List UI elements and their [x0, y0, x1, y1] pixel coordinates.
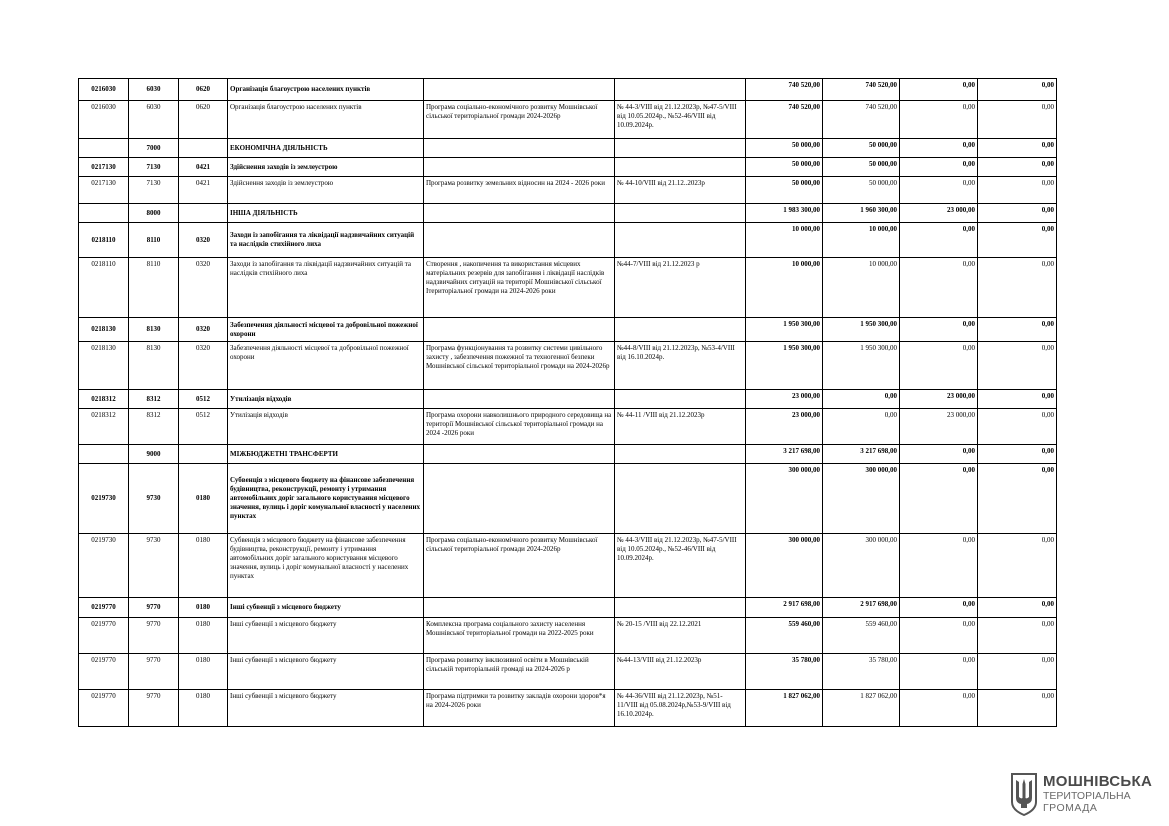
general-fund-cell: 2 917 698,00	[823, 598, 900, 618]
program-code-cell: 0218312	[79, 390, 129, 409]
program-code-cell: 0217130	[79, 177, 129, 204]
total-amount-cell: 23 000,00	[746, 409, 823, 445]
community-logo	[1009, 772, 1154, 818]
development-budget-cell: 0,00	[978, 409, 1057, 445]
special-fund-cell: 0,00	[900, 464, 978, 534]
table-row	[79, 464, 1057, 534]
table-row	[79, 690, 1057, 727]
program-code-cell	[79, 139, 129, 158]
development-budget-cell: 0,00	[978, 318, 1057, 342]
decision-cell	[615, 598, 746, 618]
activity-name-cell: Забезпечення діяльності місцевої та добровільної пожежної охорони	[228, 342, 424, 390]
logo-line-3: ГРОМАДА	[1043, 802, 1098, 814]
classification-code-cell: 0180	[179, 618, 228, 654]
development-budget-cell: 0,00	[978, 204, 1057, 223]
program-name-cell: Програма соціально-економічного розвитку Мошнівської сільської територіальної громади 2024-2026р	[424, 101, 615, 139]
program-name-cell	[424, 464, 615, 534]
program-code-cell: 0219770	[79, 690, 129, 727]
decision-cell: № 44-36/VIII від 21.12.2023р, №51-11/VIII від 05.08.2024р,№53-9/VIII від 16.10.2024р.	[615, 690, 746, 727]
special-fund-cell: 0,00	[900, 342, 978, 390]
program-code-cell	[79, 445, 129, 464]
program-code-cell: 0218110	[79, 258, 129, 318]
program-name-cell	[424, 139, 615, 158]
special-fund-cell: 0,00	[900, 598, 978, 618]
classification-code-cell: 0320	[179, 258, 228, 318]
function-code-cell: 8312	[129, 409, 179, 445]
classification-code-cell: 0320	[179, 318, 228, 342]
program-code-cell: 0217130	[79, 158, 129, 177]
classification-code-cell: 0180	[179, 534, 228, 598]
activity-name-cell: Здійснення заходів із землеустрою	[228, 158, 424, 177]
function-code-cell: 9770	[129, 618, 179, 654]
activity-name-cell: Утилізація відходів	[228, 390, 424, 409]
general-fund-cell: 3 217 698,00	[823, 445, 900, 464]
total-amount-cell: 50 000,00	[746, 177, 823, 204]
activity-name-cell: Інші субвенції з місцевого бюджету	[228, 618, 424, 654]
table-row	[79, 390, 1057, 409]
decision-cell: № 44-3/VIII від 21.12.2023р, №47-5/VIII від 10.05.2024р., №52-46/VIII від 10.09.2024р.	[615, 101, 746, 139]
program-code-cell: 0216030	[79, 101, 129, 139]
program-name-cell: Комплексна програма соціального захисту населення Мошнівської територіальної громади на 2022-2025 роки	[424, 618, 615, 654]
general-fund-cell: 50 000,00	[823, 177, 900, 204]
table-row	[79, 445, 1057, 464]
classification-code-cell: 0180	[179, 690, 228, 727]
program-code-cell	[79, 204, 129, 223]
activity-name-cell: Заходи із запобігання та ліквідації надзвичайних ситуацій та наслідків стихійного лиха	[228, 258, 424, 318]
decision-cell: № 20-15 /VIII від 22.12.2021	[615, 618, 746, 654]
function-code-cell: 7130	[129, 177, 179, 204]
total-amount-cell: 1 950 300,00	[746, 342, 823, 390]
special-fund-cell: 0,00	[900, 534, 978, 598]
decision-cell	[615, 390, 746, 409]
table-body	[79, 79, 1057, 727]
activity-name-cell: Заходи із запобігання та ліквідації надзвичайних ситуацій та наслідків стихійного лиха	[228, 223, 424, 258]
activity-name-cell: Субвенція з місцевого бюджету на фінансове забезпечення будівництва, реконструкції, ремонту і утримання автомобільних доріг загального користування місцевого значення, вулиць і доріг комунальної власності у населених пунктах	[228, 464, 424, 534]
function-code-cell: 9730	[129, 534, 179, 598]
general-fund-cell: 10 000,00	[823, 223, 900, 258]
decision-cell	[615, 223, 746, 258]
decision-cell: № 44-10/VIII від 21.12..2023р	[615, 177, 746, 204]
classification-code-cell: 0620	[179, 79, 228, 101]
classification-code-cell: 0620	[179, 101, 228, 139]
program-name-cell	[424, 445, 615, 464]
special-fund-cell: 0,00	[900, 158, 978, 177]
activity-name-cell: Інші субвенції з місцевого бюджету	[228, 690, 424, 727]
classification-code-cell: 0320	[179, 342, 228, 390]
activity-name-cell: МІЖБЮДЖЕТНІ ТРАНСФЕРТИ	[228, 445, 424, 464]
development-budget-cell: 0,00	[978, 258, 1057, 318]
table-row	[79, 177, 1057, 204]
total-amount-cell: 35 780,00	[746, 654, 823, 690]
logo-line-2: ТЕРИТОРІАЛЬНА	[1043, 790, 1131, 802]
function-code-cell: 8130	[129, 318, 179, 342]
development-budget-cell: 0,00	[978, 390, 1057, 409]
classification-code-cell	[179, 204, 228, 223]
development-budget-cell: 0,00	[978, 177, 1057, 204]
program-code-cell: 0218130	[79, 318, 129, 342]
classification-code-cell: 0320	[179, 223, 228, 258]
general-fund-cell: 1 950 300,00	[823, 318, 900, 342]
activity-name-cell: Інші субвенції з місцевого бюджету	[228, 598, 424, 618]
development-budget-cell: 0,00	[978, 79, 1057, 101]
decision-cell	[615, 158, 746, 177]
table-row	[79, 204, 1057, 223]
table-row	[79, 409, 1057, 445]
development-budget-cell: 0,00	[978, 654, 1057, 690]
activity-name-cell: ЕКОНОМІЧНА ДІЯЛЬНІСТЬ	[228, 139, 424, 158]
decision-cell	[615, 464, 746, 534]
table-row	[79, 598, 1057, 618]
table-row	[79, 101, 1057, 139]
general-fund-cell: 559 460,00	[823, 618, 900, 654]
special-fund-cell: 0,00	[900, 445, 978, 464]
decision-cell	[615, 318, 746, 342]
program-code-cell: 0218110	[79, 223, 129, 258]
decision-cell	[615, 79, 746, 101]
total-amount-cell: 50 000,00	[746, 158, 823, 177]
function-code-cell: 6030	[129, 101, 179, 139]
special-fund-cell: 0,00	[900, 177, 978, 204]
program-name-cell: Програма розвитку земельних відносин на 2024 - 2026 роки	[424, 177, 615, 204]
decision-cell	[615, 139, 746, 158]
total-amount-cell: 1 950 300,00	[746, 318, 823, 342]
decision-cell: № 44-11 /VIII від 21.12.2023р	[615, 409, 746, 445]
function-code-cell: 8312	[129, 390, 179, 409]
total-amount-cell: 10 000,00	[746, 258, 823, 318]
general-fund-cell: 1 960 300,00	[823, 204, 900, 223]
function-code-cell: 8110	[129, 258, 179, 318]
decision-cell: №44-7/VIII від 21.12.2023 р	[615, 258, 746, 318]
decision-cell: № 44-3/VIII від 21.12.2023р, №47-5/VIII від 10.05.2024р., №52-46/VIII від 10.09.2024р.	[615, 534, 746, 598]
total-amount-cell: 50 000,00	[746, 139, 823, 158]
general-fund-cell: 50 000,00	[823, 139, 900, 158]
total-amount-cell: 300 000,00	[746, 534, 823, 598]
table-row	[79, 223, 1057, 258]
general-fund-cell: 300 000,00	[823, 464, 900, 534]
development-budget-cell: 0,00	[978, 445, 1057, 464]
total-amount-cell: 740 520,00	[746, 79, 823, 101]
total-amount-cell: 740 520,00	[746, 101, 823, 139]
function-code-cell: 7000	[129, 139, 179, 158]
program-code-cell: 0216030	[79, 79, 129, 101]
general-fund-cell: 740 520,00	[823, 101, 900, 139]
development-budget-cell: 0,00	[978, 464, 1057, 534]
table-row	[79, 618, 1057, 654]
program-name-cell	[424, 223, 615, 258]
classification-code-cell: 0180	[179, 654, 228, 690]
table-row	[79, 139, 1057, 158]
activity-name-cell: Утилізація відходів	[228, 409, 424, 445]
function-code-cell: 7130	[129, 158, 179, 177]
function-code-cell: 9770	[129, 690, 179, 727]
program-code-cell: 0219730	[79, 464, 129, 534]
function-code-cell: 9730	[129, 464, 179, 534]
table-row	[79, 79, 1057, 101]
function-code-cell: 9770	[129, 598, 179, 618]
table-row	[79, 534, 1057, 598]
function-code-cell: 8000	[129, 204, 179, 223]
function-code-cell: 9000	[129, 445, 179, 464]
program-name-cell: Програма соціально-економічного розвитку Мошнівської сільської територіальної громади 2024-2026р	[424, 534, 615, 598]
special-fund-cell: 0,00	[900, 654, 978, 690]
program-name-cell	[424, 598, 615, 618]
classification-code-cell: 0180	[179, 598, 228, 618]
program-name-cell: Програма підтримки та розвитку закладів охорони здоров*я на 2024-2026 роки	[424, 690, 615, 727]
special-fund-cell: 0,00	[900, 223, 978, 258]
table-row	[79, 318, 1057, 342]
decision-cell	[615, 445, 746, 464]
classification-code-cell: 0421	[179, 158, 228, 177]
function-code-cell: 8130	[129, 342, 179, 390]
program-name-cell	[424, 79, 615, 101]
general-fund-cell: 300 000,00	[823, 534, 900, 598]
general-fund-cell: 740 520,00	[823, 79, 900, 101]
decision-cell: №44-8/VIII від 21.12.2023р, №53-4/VIII від 16.10.2024р.	[615, 342, 746, 390]
program-name-cell: Програма охорони навколишнього природного середовища на території Мошнівської сільської територіальної громади на 2024 -2026 роки	[424, 409, 615, 445]
special-fund-cell: 0,00	[900, 618, 978, 654]
special-fund-cell: 0,00	[900, 79, 978, 101]
program-code-cell: 0219770	[79, 654, 129, 690]
table-row	[79, 158, 1057, 177]
program-name-cell	[424, 204, 615, 223]
special-fund-cell: 0,00	[900, 139, 978, 158]
classification-code-cell: 0180	[179, 464, 228, 534]
special-fund-cell: 23 000,00	[900, 204, 978, 223]
program-name-cell: Програма функціонування та розвитку системи цивільного захисту , забезпечення пожежної та техногенної безпеки Мошнівської сільської територіальної громади на 2024-2026р	[424, 342, 615, 390]
general-fund-cell: 50 000,00	[823, 158, 900, 177]
function-code-cell: 8110	[129, 223, 179, 258]
budget-table	[78, 78, 1057, 727]
program-code-cell: 0219770	[79, 618, 129, 654]
logo-line-1: МОШНІВСЬКА	[1043, 773, 1153, 790]
development-budget-cell: 0,00	[978, 101, 1057, 139]
program-name-cell	[424, 318, 615, 342]
function-code-cell: 6030	[129, 79, 179, 101]
special-fund-cell: 0,00	[900, 690, 978, 727]
special-fund-cell: 23 000,00	[900, 409, 978, 445]
total-amount-cell: 1 827 062,00	[746, 690, 823, 727]
general-fund-cell: 1 950 300,00	[823, 342, 900, 390]
classification-code-cell: 0512	[179, 409, 228, 445]
activity-name-cell: Забезпечення діяльності місцевої та добровільної пожежної охорони	[228, 318, 424, 342]
special-fund-cell: 0,00	[900, 318, 978, 342]
program-name-cell: Програма розвитку інклюзивної освіти в Мошнівській сільській територіальній громаді на 2024-2026 р	[424, 654, 615, 690]
program-code-cell: 0218312	[79, 409, 129, 445]
program-code-cell: 0219770	[79, 598, 129, 618]
decision-cell: №44-13/VIII від 21.12.2023р	[615, 654, 746, 690]
program-name-cell: Створення , накопичення та використання місцевих матеріальних резервів для запобігання і ліквідації наслідків надзвичайних ситуацій на території Мошнівської сільської Ітериторіальної громади на 2024-2026 роки	[424, 258, 615, 318]
classification-code-cell	[179, 139, 228, 158]
development-budget-cell: 0,00	[978, 534, 1057, 598]
special-fund-cell: 0,00	[900, 258, 978, 318]
total-amount-cell: 23 000,00	[746, 390, 823, 409]
table-row	[79, 258, 1057, 318]
development-budget-cell: 0,00	[978, 342, 1057, 390]
program-code-cell: 0219730	[79, 534, 129, 598]
development-budget-cell: 0,00	[978, 598, 1057, 618]
special-fund-cell: 23 000,00	[900, 390, 978, 409]
trident-icon	[1009, 772, 1039, 816]
development-budget-cell: 0,00	[978, 158, 1057, 177]
activity-name-cell: Організація благоустрою населених пунктів	[228, 79, 424, 101]
program-name-cell	[424, 158, 615, 177]
total-amount-cell: 559 460,00	[746, 618, 823, 654]
total-amount-cell: 300 000,00	[746, 464, 823, 534]
general-fund-cell: 0,00	[823, 390, 900, 409]
function-code-cell: 9770	[129, 654, 179, 690]
activity-name-cell: Інші субвенції з місцевого бюджету	[228, 654, 424, 690]
activity-name-cell: ІНША ДІЯЛЬНІСТЬ	[228, 204, 424, 223]
decision-cell	[615, 204, 746, 223]
general-fund-cell: 0,00	[823, 409, 900, 445]
total-amount-cell: 1 983 300,00	[746, 204, 823, 223]
activity-name-cell: Субвенція з місцевого бюджету на фінансове забезпечення будівництва, реконструкції, ремонту і утримання автомобільних доріг загального користування місцевого значення, вулиць і доріг комунальної власності у населених пунктах	[228, 534, 424, 598]
total-amount-cell: 2 917 698,00	[746, 598, 823, 618]
development-budget-cell: 0,00	[978, 690, 1057, 727]
table-row	[79, 654, 1057, 690]
special-fund-cell: 0,00	[900, 101, 978, 139]
activity-name-cell: Здійснення заходів із землеустрою	[228, 177, 424, 204]
development-budget-cell: 0,00	[978, 223, 1057, 258]
program-code-cell: 0218130	[79, 342, 129, 390]
table-row	[79, 342, 1057, 390]
development-budget-cell: 0,00	[978, 618, 1057, 654]
program-name-cell	[424, 390, 615, 409]
classification-code-cell	[179, 445, 228, 464]
general-fund-cell: 1 827 062,00	[823, 690, 900, 727]
activity-name-cell: Організація благоустрою населених пунктів	[228, 101, 424, 139]
total-amount-cell: 10 000,00	[746, 223, 823, 258]
general-fund-cell: 35 780,00	[823, 654, 900, 690]
total-amount-cell: 3 217 698,00	[746, 445, 823, 464]
classification-code-cell: 0512	[179, 390, 228, 409]
development-budget-cell: 0,00	[978, 139, 1057, 158]
classification-code-cell: 0421	[179, 177, 228, 204]
general-fund-cell: 10 000,00	[823, 258, 900, 318]
